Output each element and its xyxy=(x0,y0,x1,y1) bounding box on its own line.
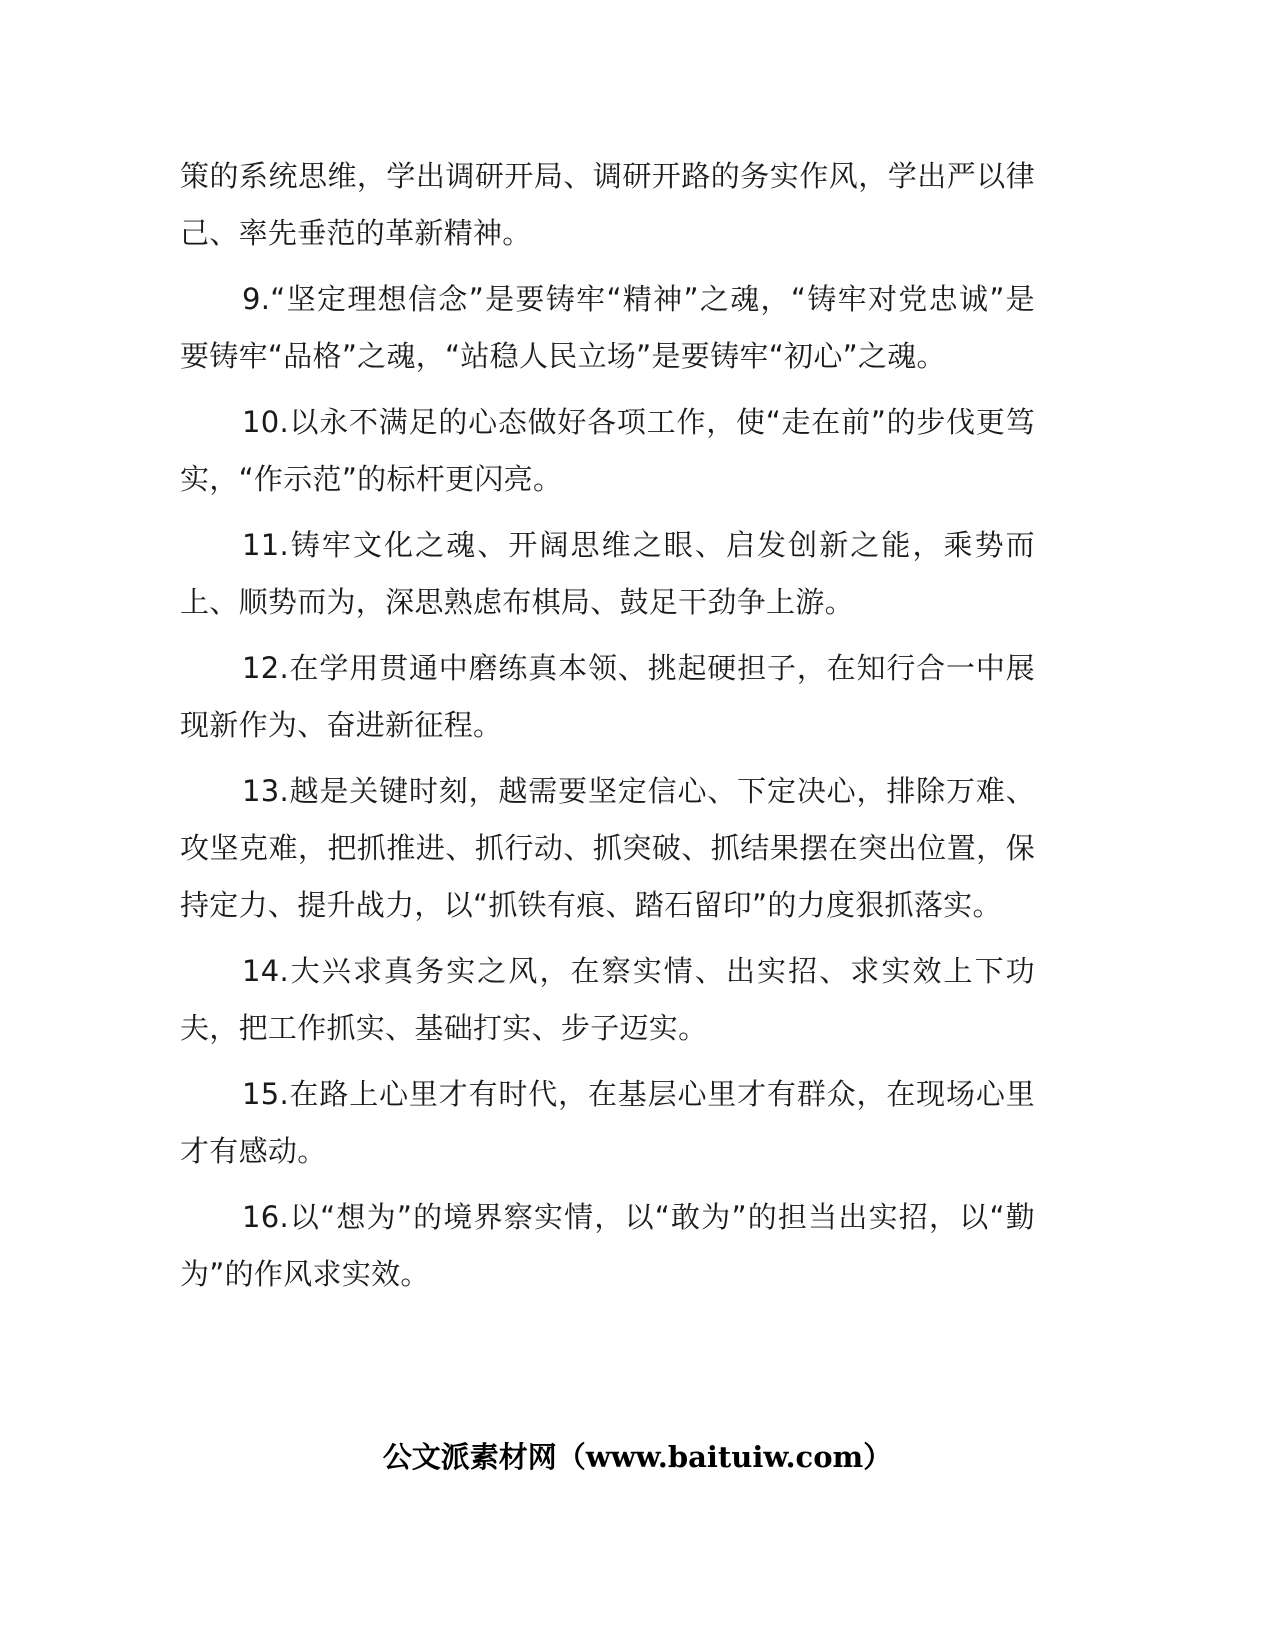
paragraph-item-16: 16.以“想为”的境界察实情，以“敢为”的担当出实招，以“勤为”的作风求实效。 xyxy=(180,1200,1035,1291)
paragraph-item-11: 11.铸牢文化之魂、开阔思维之眼、启发创新之能，乘势而上、顺势而为，深思熟虑布棋局、鼓足干劲争上游。 xyxy=(180,528,1035,619)
paragraph-item-13: 13.越是关键时刻，越需要坚定信心、下定决心，排除万难、攻坚克难，把抓推进、抓行动、抓突破、抓结果摆在突出位置，保持定力、提升战力，以“抓铁有痕、踏石留印”的力度狠抓落实。 xyxy=(180,774,1035,922)
paragraph-item-9: 9.“坚定理想信念”是要铸牢“精神”之魂，“铸牢对党忠诚”是要铸牢“品格”之魂，“站稳人民立场”是要铸牢“初心”之魂。 xyxy=(180,282,1035,373)
paragraph-item-15: 15.在路上心里才有时代，在基层心里才有群众，在现场心里才有感动。 xyxy=(180,1077,1035,1168)
paragraph-continuation: 策的系统思维，学出调研开局、调研开路的务实作风，学出严以律己、率先垂范的革新精神。 xyxy=(180,159,1035,250)
paragraph-item-12: 12.在学用贯通中磨练真本领、挑起硬担子，在知行合一中展现新作为、奋进新征程。 xyxy=(180,651,1035,742)
page-footer-watermark: 公文派素材网（www.baituiw.com） xyxy=(382,1440,893,1474)
paragraph-item-10: 10.以永不满足的心态做好各项工作，使“走在前”的步伐更笃实，“作示范”的标杆更闪亮。 xyxy=(180,405,1035,496)
document-body xyxy=(180,148,1035,1312)
paragraph-item-14: 14.大兴求真务实之风，在察实情、出实招、求实效上下功夫，把工作抓实、基础打实、步子迈实。 xyxy=(180,954,1035,1045)
